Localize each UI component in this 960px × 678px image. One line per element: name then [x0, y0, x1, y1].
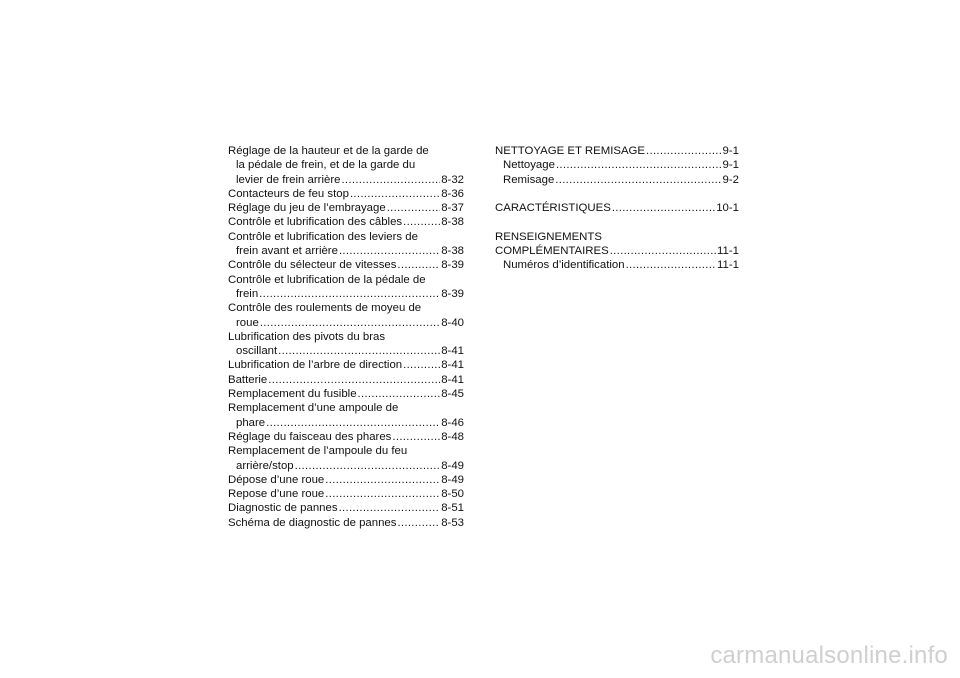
toc-line[interactable] — [228, 201, 464, 215]
toc-page-number: 8-49 — [441, 459, 464, 472]
toc-page-number: 11-1 — [717, 259, 739, 272]
toc-entry-title: Lubrification de l’arbre de direction — [228, 359, 403, 372]
toc-right-column — [495, 144, 739, 273]
toc-page-number: 8-45 — [441, 388, 464, 401]
toc-page-number: 9-2 — [722, 173, 739, 186]
toc-entry-title: levier de frein arrière — [236, 173, 341, 186]
toc-section-heading-line: RENSEIGNEMENTS — [495, 230, 602, 243]
toc-entry-title: Contrôle et lubrification des câbles — [228, 216, 403, 229]
toc-page-number: 8-40 — [441, 316, 464, 329]
dot-leader — [626, 258, 716, 272]
toc-entry[interactable] — [228, 273, 464, 302]
toc-entry[interactable] — [228, 501, 464, 515]
toc-entry[interactable] — [228, 444, 464, 473]
toc-item-title: Nettoyage — [503, 159, 555, 172]
toc-entry-title-line: Réglage de la hauteur et de la garde de — [228, 145, 429, 157]
dot-leader — [403, 358, 440, 372]
toc-line[interactable] — [228, 501, 464, 515]
dot-leader — [350, 187, 440, 201]
toc-line[interactable] — [228, 516, 464, 530]
toc-entry-title: Contrôle du sélecteur de vitesses — [228, 259, 397, 272]
toc-line[interactable] — [228, 258, 464, 272]
toc-entry-title-line: Contrôle et lubrification de la pédale de — [228, 273, 426, 286]
dot-leader — [339, 244, 440, 258]
dot-leader — [646, 144, 722, 158]
toc-section-heading: NETTOYAGE ET REMISAGE — [495, 145, 646, 157]
dot-leader — [358, 387, 441, 401]
toc-entry-title: Réglage du jeu de l’embrayage — [228, 202, 386, 215]
toc-line[interactable] — [228, 373, 464, 387]
dot-leader — [295, 459, 441, 473]
dot-leader — [325, 473, 440, 487]
toc-line[interactable] — [228, 473, 464, 487]
toc-line[interactable] — [228, 287, 464, 301]
toc-entry-title: oscillant — [236, 345, 278, 358]
dot-leader — [387, 201, 441, 215]
dot-leader — [278, 344, 440, 358]
toc-line[interactable] — [228, 358, 464, 372]
dot-leader — [397, 258, 440, 272]
toc-entry[interactable] — [228, 358, 464, 372]
toc-line[interactable] — [228, 215, 464, 229]
toc-page-number: 8-37 — [441, 202, 464, 215]
dot-leader — [260, 316, 440, 330]
toc-entry[interactable] — [228, 387, 464, 401]
toc-page-number: 8-49 — [441, 473, 464, 486]
toc-page-number: 8-38 — [441, 216, 464, 229]
dot-leader — [610, 244, 716, 258]
toc-line[interactable] — [228, 387, 464, 401]
toc-section[interactable] — [495, 201, 739, 215]
toc-entry-title: frein — [236, 287, 259, 300]
toc-line[interactable] — [228, 316, 464, 330]
toc-page-number: 8-38 — [441, 245, 464, 258]
toc-line[interactable] — [495, 173, 739, 187]
toc-entry[interactable] — [228, 516, 464, 530]
toc-entry-title: Batterie — [228, 373, 268, 386]
toc-page-number: 8-39 — [441, 287, 464, 300]
toc-page-number: 10-1 — [716, 202, 739, 215]
toc-section-heading: CARACTÉRISTIQUES — [495, 202, 611, 215]
toc-entry-title: Repose d’une roue — [228, 488, 325, 501]
toc-line[interactable] — [495, 201, 739, 215]
toc-page-number: 8-46 — [441, 416, 464, 429]
toc-section-heading: COMPLÉMENTAIRES — [495, 245, 609, 258]
dot-leader — [612, 201, 715, 215]
toc-page-number: 8-53 — [441, 516, 464, 529]
toc-entry-title: Diagnostic de pannes — [228, 502, 338, 515]
toc-line[interactable] — [228, 487, 464, 501]
toc-entry[interactable] — [228, 201, 464, 215]
toc-line[interactable] — [228, 430, 464, 444]
toc-left-column — [228, 144, 464, 530]
toc-section[interactable] — [495, 230, 739, 273]
toc-entry[interactable] — [228, 258, 464, 272]
toc-page-number: 8-32 — [441, 173, 464, 186]
dot-leader — [325, 487, 440, 501]
toc-page-number: 8-36 — [441, 187, 464, 200]
toc-page-number: 8-48 — [441, 430, 464, 443]
toc-entry-title-line: Lubrification des pivots du bras — [228, 330, 386, 343]
toc-line[interactable] — [495, 158, 739, 172]
toc-page-number: 11-1 — [717, 245, 739, 258]
toc-entry-title: Contacteurs de feu stop — [228, 187, 349, 200]
toc-entry-title: phare — [236, 416, 266, 429]
dot-leader — [341, 173, 440, 187]
toc-entry[interactable] — [228, 401, 464, 430]
dot-leader — [392, 430, 440, 444]
toc-page-number: 8-41 — [441, 345, 464, 358]
toc-page-number: 9-1 — [722, 159, 739, 172]
toc-page-number: 8-51 — [441, 502, 464, 515]
toc-entry[interactable] — [228, 144, 464, 187]
toc-entry-title: Remplacement du fusible — [228, 388, 357, 401]
toc-item-title: Numéros d’identification — [503, 259, 625, 272]
toc-line[interactable] — [228, 244, 464, 258]
toc-entry-title: Dépose d’une roue — [228, 473, 325, 486]
toc-line[interactable] — [495, 244, 739, 258]
toc-entry[interactable] — [228, 301, 464, 330]
toc-page-number: 9-1 — [722, 145, 739, 157]
toc-page-number: 8-41 — [441, 373, 464, 386]
toc-entry-title-line: Contrôle des roulements de moyeu de — [228, 302, 422, 315]
toc-entry[interactable] — [228, 487, 464, 501]
toc-page-number: 8-39 — [441, 259, 464, 272]
toc-entry-title: roue — [236, 316, 259, 329]
toc-entry-title-line: Remplacement d’une ampoule de — [228, 402, 399, 415]
toc-line[interactable] — [228, 416, 464, 430]
section-gap — [495, 187, 739, 201]
dot-leader — [397, 516, 440, 530]
section-gap — [495, 215, 739, 229]
toc-line[interactable] — [495, 144, 739, 158]
toc-entry-title-line: la pédale de frein, et de la garde du — [236, 159, 416, 172]
toc-entry-title: frein avant et arrière — [236, 245, 338, 258]
toc-entry[interactable] — [228, 187, 464, 201]
toc-line[interactable] — [228, 187, 464, 201]
toc-entry-title-line: Contrôle et lubrification des leviers de — [228, 230, 418, 243]
dot-leader — [403, 215, 440, 229]
toc-line[interactable] — [495, 258, 739, 272]
toc-item-title: Remisage — [503, 173, 555, 186]
toc-line[interactable] — [228, 173, 464, 187]
toc-entry[interactable] — [228, 373, 464, 387]
toc-line[interactable] — [228, 344, 464, 358]
toc-entry-title: Réglage du faisceau des phares — [228, 430, 392, 443]
toc-entry[interactable] — [228, 473, 464, 487]
toc-entry[interactable] — [228, 230, 464, 259]
toc-entry[interactable] — [228, 430, 464, 444]
dot-leader — [339, 501, 441, 515]
dot-leader — [556, 158, 722, 172]
toc-entry-title: arrière/stop — [236, 459, 294, 472]
dot-leader — [266, 416, 440, 430]
toc-entry[interactable] — [228, 215, 464, 229]
toc-page-number: 8-50 — [441, 488, 464, 501]
dot-leader — [555, 173, 721, 187]
toc-entry[interactable] — [228, 330, 464, 359]
watermark: carmanualsonline.info — [710, 642, 948, 669]
toc-entry-title-line: Remplacement de l’ampoule du feu — [228, 445, 408, 458]
dot-leader — [259, 287, 440, 301]
toc-page-number: 8-41 — [441, 359, 464, 372]
toc-section[interactable] — [495, 144, 739, 187]
toc-entry-title: Schéma de diagnostic de pannes — [228, 516, 397, 529]
toc-line[interactable] — [228, 459, 464, 473]
dot-leader — [268, 373, 440, 387]
